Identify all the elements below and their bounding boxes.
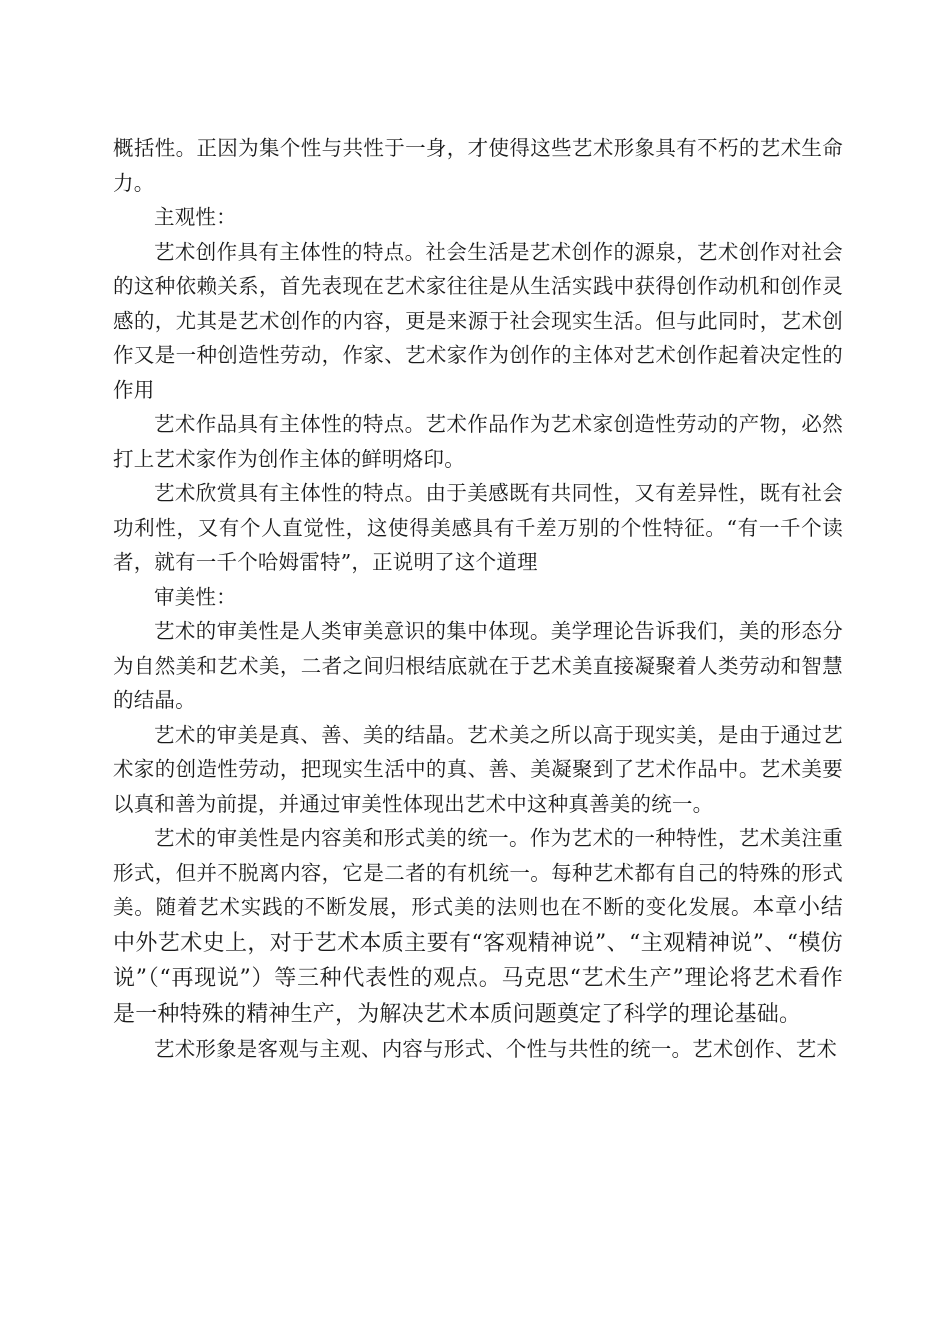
document-page	[113, 131, 843, 1067]
paragraph-aesthetic-consciousness: 艺术的审美性是人类审美意识的集中体现。美学理论告诉我们，美的形态分为自然美和艺术美，二者之间归根结底就在于艺术美直接凝聚着人类劳动和智慧的结晶。	[113, 619, 843, 712]
paragraph-truth-goodness-beauty: 艺术的审美是真、善、美的结晶。艺术美之所以高于现实美，是由于通过艺术家的创造性劳动，把现实生活中的真、善、美凝聚到了艺术作品中。艺术美要以真和善为前提，并通过审美性体现出艺术中这种真善美的统一。	[113, 722, 843, 816]
paragraph-continuation: 概括性。正因为集个性与共性于一身，才使得这些艺术形象具有不朽的艺术生命力。	[113, 136, 843, 195]
paragraph-creation-subjectivity: 艺术创作具有主体性的特点。社会生活是艺术创作的源泉，艺术创作对社会的这种依赖关系，首先表现在艺术家往往是从生活实践中获得创作动机和创作灵感的，尤其是艺术创作的内容，更是来源于社会现实生活。但与此同时，艺术创作又是一种创造性劳动，作家、艺术家作为创作的主体对艺术创作起着决定性的作用	[113, 239, 843, 402]
paragraph-work-subjectivity: 艺术作品具有主体性的特点。艺术作品作为艺术家创造性劳动的产物，必然打上艺术家作为创作主体的鲜明烙印。	[113, 412, 843, 471]
section-heading-aesthetics: 审美性：	[154, 584, 237, 609]
section-heading-subjectivity: 主观性：	[154, 205, 237, 229]
paragraph-content-form-unity	[113, 821, 843, 1032]
paragraph-art-image-unity: 艺术形象是客观与主观、内容与形式、个性与共性的统一。艺术创作、艺术	[154, 1037, 838, 1061]
paragraph-appreciation-subjectivity: 艺术欣赏具有主体性的特点。由于美感既有共同性，又有差异性，既有社会功利性，又有个人直觉性，这使得美感具有千差万别的个性特征。“有一千个读者，就有一千个哈姆雷特”，正说明了这个道理	[113, 481, 843, 574]
chapter-summary-text: 本章小结中外艺术史上，对于艺术本质主要有“客观精神说”、“主观精神说”、“模仿说”（“再现说”）等三种代表性的观点。马克思“艺术生产”理论将艺术看作是一种特殊的精神生产，为解决艺术本质问题奠定了科学的理论基础。	[113, 895, 843, 1027]
paragraph-content-form-text: 艺术的审美性是内容美和形式美的统一。作为艺术的一种特性，艺术美注重形式，但并不脱离内容，它是二者的有机统一。每种艺术都有自己的特殊的形式美。随着艺术实践的不断发展，形式美的法则也在不断的变化发展。	[113, 826, 843, 919]
